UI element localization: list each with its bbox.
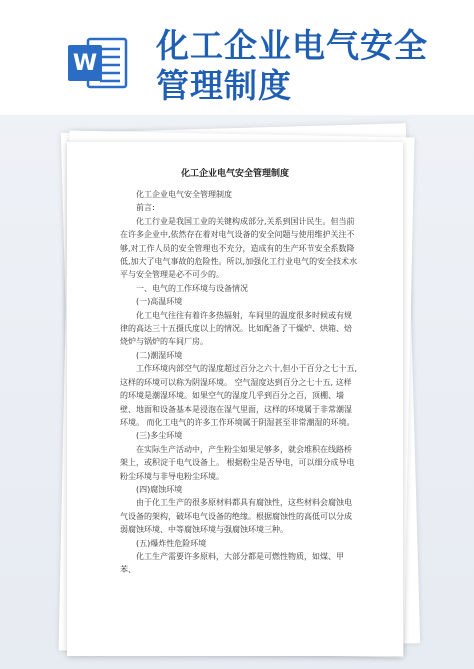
document-paragraph: 在实际生产活动中，产生粉尘如果足够多，就会堆积在线路桥架上，或积淀于电气设备上。 根据粉尘是否导电，可以细分成导电粉尘环境与非导电粉尘环境。 (120, 444, 355, 481)
document-paragraph: 化工电气往往有着许多热辐射，车间里的温度很多时候或有规律的高达三十五摄氏度以上的情况。比如配备了干燥炉、烘箱、焙烧炉与锅炉的车间厂房。 (120, 310, 352, 347)
word-icon (66, 33, 130, 93)
document-paragraph: 化工行业是我国工业的关键构成部分,关系到国计民生。但当前在许多企业中,依然存在着对电气设备的安全问题与使用维护关注不够,对工作人员的安全管理也不充分，造成有的生产环节安全系数降低,加大了电气事故的危险性。所以,加强化工行业电气的安全技术水平与安全管理是必不可少的。 (120, 216, 358, 280)
document-paragraph: (五)爆炸性危险环境 (136, 538, 207, 548)
banner (0, 0, 474, 118)
banner-title (156, 26, 456, 106)
document-paragraph: 一、电气的工作环境与设备情况 (136, 283, 248, 293)
banner-title-line2: 管理制度 (156, 66, 292, 105)
document-paragraph: (一)高温环境 (136, 297, 183, 307)
document-paragraph: 化工生产需要许多原料，大部分都是可燃性物质，如煤、甲苯、 (120, 551, 344, 575)
document-paragraph: (二)潮湿环境 (136, 350, 183, 360)
banner-title-line1: 化工企业电气安全 (156, 26, 428, 65)
word-icon-letter: W (72, 51, 98, 76)
document-paragraph: (四)腐蚀环境 (136, 484, 183, 494)
document-page (67, 142, 403, 656)
document-paragraph: 前言: (136, 203, 155, 213)
document-title: 化工企业电气安全管理制度 (180, 169, 289, 179)
document-paragraph: (三)多尘环境 (136, 431, 183, 441)
document-body (120, 188, 358, 577)
document-paragraph: 化工企业电气安全管理制度 (136, 190, 232, 199)
document-paragraph: 工作环境内部空气的湿度超过百分之六十,但小于百分之七十五,这样的环境可以称为阴湿环境。 空气湿度达到百分之七十五, 这样的环境是潮湿环境。如果空气的湿度几乎到百分之百，顶棚、墙壁、地面和设备基本是浸泡在湿气里面，这样的环境属于非常潮湿环境。 而化工电气的许多工作环境属于阴湿甚至非常潮湿的环境。 (120, 364, 358, 427)
document-paragraph: 由于化工生产的很多原材料都具有腐蚀性，这些材料会腐蚀电气设备的架构，破坏电气设备的绝缘。根据腐蚀性的高低可以分成弱腐蚀环境、中等腐蚀环境与强腐蚀环境三种。 (120, 498, 352, 535)
